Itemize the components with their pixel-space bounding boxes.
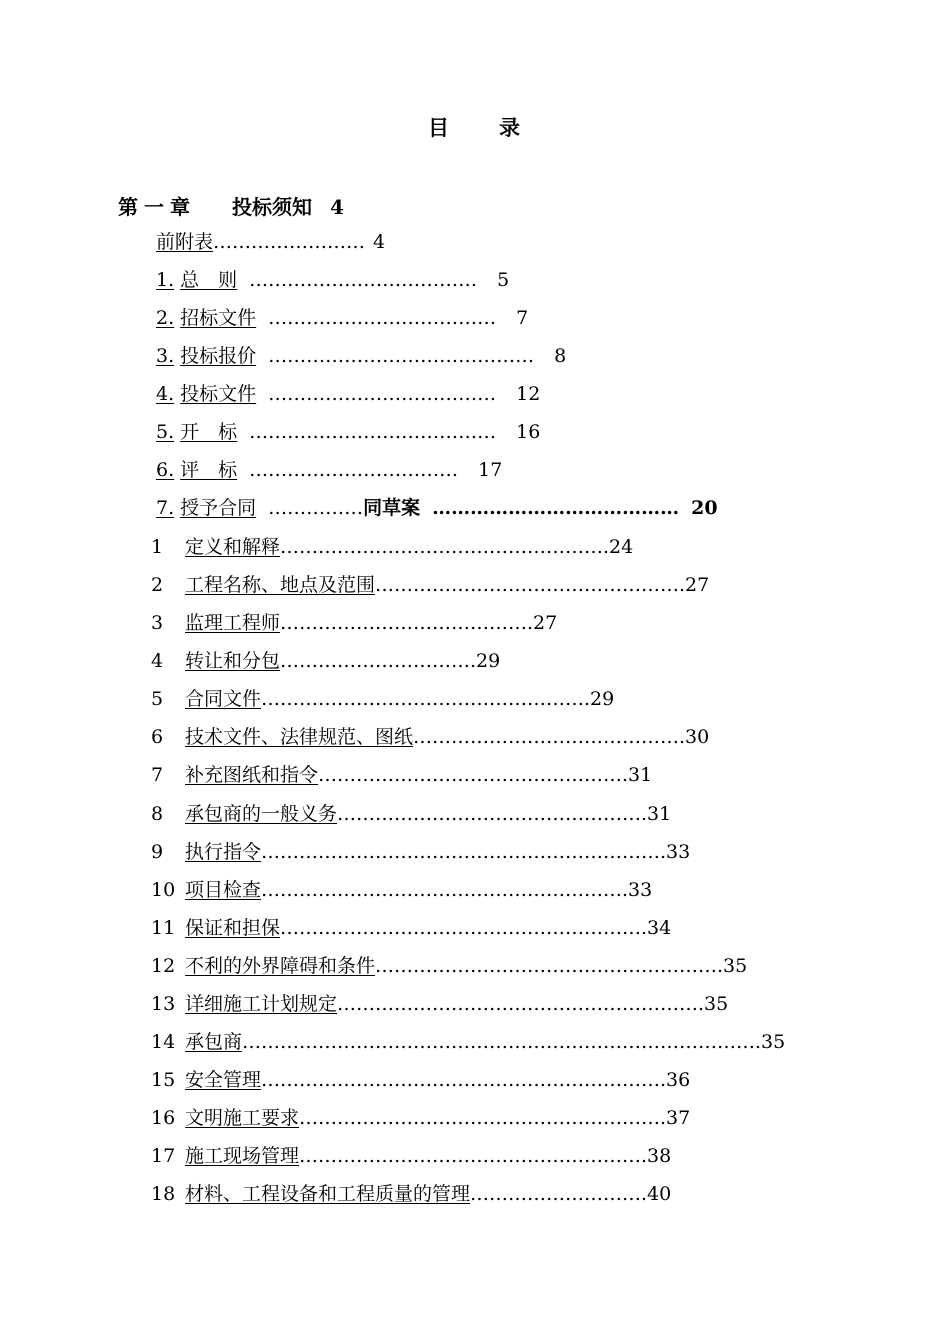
toc-entry-number: 10 (151, 879, 176, 901)
toc-leader-dots: ………………………………………………… (299, 1107, 661, 1129)
toc-leader-dots: ………………………………… (249, 421, 497, 443)
chapter-label: 第一章 (118, 195, 196, 219)
toc-entry-clause[interactable] (151, 877, 652, 903)
toc-entry-text: 承包商 (185, 1031, 243, 1053)
title-char-left: 目 (428, 115, 451, 140)
toc-entry-number: 16 (151, 1107, 176, 1129)
toc-entry-clause[interactable] (151, 1181, 671, 1207)
toc-page-number: 8 (554, 345, 567, 367)
toc-page-number: .27 (679, 574, 710, 596)
toc-leader-dots: ………………………………… (432, 497, 680, 519)
toc-entry-text: 承包商的一般义务 (185, 803, 338, 825)
toc-entry-text: 授予合同 (180, 497, 257, 519)
toc-entry-number: 17 (151, 1145, 176, 1167)
toc-page-number: .35 (717, 955, 748, 977)
toc-entry-clause[interactable] (151, 648, 500, 674)
toc-entry-clause[interactable] (151, 534, 633, 560)
toc-leader-dots: …………………………… (249, 459, 459, 481)
toc-entry-text: 项目检查 (185, 879, 262, 901)
toc-entry-section[interactable] (156, 457, 502, 483)
toc-page-number: 12 (516, 383, 541, 405)
toc-leader-dots: ………………………………… (280, 612, 528, 634)
toc-entry-text: 招标文件 (180, 307, 257, 329)
toc-page-number: .35 (755, 1031, 786, 1053)
toc-entry-text: 合同文件 (185, 688, 262, 710)
toc-entry-section[interactable] (156, 267, 509, 293)
toc-entry-clause[interactable] (151, 915, 671, 941)
toc-entry-text: 执行指令 (185, 841, 262, 863)
toc-entry-text: 材料、工程设备和工程质量的管理 (185, 1183, 471, 1205)
toc-entry-text: 不利的外界障碍和条件 (185, 955, 376, 977)
toc-entry-subtitle: 同草案 (363, 497, 421, 519)
toc-entry-text: 详细施工计划规定 (185, 993, 338, 1015)
toc-entry-text: 投标报价 (180, 345, 257, 367)
toc-entry-text: 补充图纸和指令 (185, 764, 319, 786)
toc-entry-number: 2. (156, 307, 175, 329)
toc-page-number: .34 (641, 917, 672, 939)
toc-entry-text: 投标文件 (180, 383, 257, 405)
toc-page-number: .30 (679, 726, 710, 748)
title-char-right: 录 (499, 115, 522, 140)
toc-entry-number: 4 (151, 650, 164, 672)
toc-entry-clause[interactable] (151, 686, 614, 712)
toc-entry-text: 评 标 (180, 459, 238, 481)
toc-entry-number: 14 (151, 1031, 176, 1053)
toc-entry-clause[interactable] (151, 1067, 690, 1093)
toc-entry-clause[interactable] (151, 762, 652, 788)
toc-leader-dots: ……………………………… (249, 269, 478, 291)
toc-entry-text: 监理工程师 (185, 612, 281, 634)
toc-entry-clause[interactable] (151, 1029, 785, 1055)
chapter-title: 投标须知 (232, 195, 312, 219)
toc-leader-dots: ………………………………………………… (261, 879, 623, 901)
toc-entry-text: 文明施工要求 (185, 1107, 300, 1129)
toc-entry-text: 开 标 (180, 421, 238, 443)
toc-entry-number: 9 (151, 841, 164, 863)
toc-page-number: 7 (516, 307, 529, 329)
toc-entry-number: 4. (156, 383, 175, 405)
toc-entry-clause[interactable] (151, 953, 747, 979)
toc-entry-clause[interactable] (151, 801, 671, 827)
toc-leader-dots: …………… (268, 497, 364, 519)
toc-entry-number: 1 (151, 536, 164, 558)
toc-leader-dots: ……………………………… (268, 307, 497, 329)
toc-page-number: .38 (641, 1145, 672, 1167)
toc-entry-text: 技术文件、法律规范、图纸 (185, 726, 414, 748)
toc-page-number: .24 (603, 536, 634, 558)
toc-page-number: .31 (641, 803, 672, 825)
toc-entry-number: 3 (151, 612, 164, 634)
toc-leader-dots: …………………… (213, 231, 366, 253)
toc-entry-number: 1. (156, 269, 175, 291)
toc-entry-clause[interactable] (151, 610, 557, 636)
toc-entry-clause[interactable] (151, 991, 728, 1017)
toc-entry-number: 7 (151, 764, 164, 786)
toc-leader-dots: ……………………………………………… (299, 1145, 642, 1167)
toc-entry-front-table[interactable] (156, 229, 385, 255)
toc-entry-number: 11 (151, 917, 176, 939)
toc-entry-number: 6. (156, 459, 175, 481)
toc-entry-clause[interactable] (151, 1105, 690, 1131)
toc-page-number: .35 (698, 993, 729, 1015)
toc-page-number: .37 (660, 1107, 691, 1129)
toc-entry-number: 15 (151, 1069, 176, 1091)
toc-leader-dots: ………………………………………… (337, 803, 642, 825)
toc-leader-dots: ………………………………………………… (337, 993, 699, 1015)
toc-page-number: 5 (497, 269, 510, 291)
toc-entry-number: 5. (156, 421, 175, 443)
toc-entry-text: 保证和担保 (185, 917, 281, 939)
toc-leader-dots: ………………………………………… (375, 574, 680, 596)
toc-entry-clause[interactable] (151, 724, 709, 750)
toc-entry-text: 总 则 (180, 269, 238, 291)
toc-page-number: 16 (516, 421, 541, 443)
toc-leader-dots: ………………………………………………… (280, 917, 642, 939)
toc-entry-section[interactable] (156, 305, 528, 331)
toc-leader-dots: …………………………………… (268, 345, 535, 367)
toc-entry-text: 定义和解释 (185, 536, 281, 558)
toc-page-number: .40 (641, 1183, 672, 1205)
toc-entry-section[interactable] (156, 419, 540, 445)
toc-entry-clause[interactable] (151, 839, 690, 865)
toc-entry-number: 12 (151, 955, 176, 977)
toc-entry-text: 施工现场管理 (185, 1145, 300, 1167)
toc-entry-number: 2 (151, 574, 164, 596)
toc-leader-dots: ……………………………………………………………………… (242, 1031, 756, 1053)
toc-entry-number: 8 (151, 803, 164, 825)
toc-entry-number: 6 (151, 726, 164, 748)
toc-entry-number: 5 (151, 688, 164, 710)
toc-page-number: .36 (660, 1069, 691, 1091)
toc-entry-text: 安全管理 (185, 1069, 262, 1091)
toc-page-number: 4 (373, 231, 386, 253)
toc-entry-text: 工程名称、地点及范围 (185, 574, 376, 596)
toc-leader-dots: ……………………………………………………… (261, 841, 661, 863)
toc-entry-number: 3. (156, 345, 175, 367)
toc-entry-clause[interactable] (151, 1143, 671, 1169)
toc-leader-dots: …………………………………………… (280, 536, 604, 558)
toc-entry-section[interactable] (156, 343, 566, 369)
toc-entry-section[interactable] (156, 381, 540, 407)
toc-leader-dots: ………………………………………… (318, 764, 623, 786)
toc-leader-dots: ……………………… (470, 1183, 642, 1205)
chapter-page: 4 (330, 195, 344, 219)
toc-page-number: .31 (622, 764, 653, 786)
toc-page-number: .33 (660, 841, 691, 863)
toc-leader-dots: …………………………………… (413, 726, 680, 748)
toc-entry-number: 18 (151, 1183, 176, 1205)
toc-entry-section[interactable] (156, 495, 718, 521)
toc-entry-number: 7. (156, 497, 175, 519)
toc-leader-dots: …………………………………………… (261, 688, 585, 710)
toc-entry-text: 前附表 (156, 231, 214, 253)
toc-page-number: .33 (622, 879, 653, 901)
toc-leader-dots: ……………………………… (268, 383, 497, 405)
toc-entry-text: 转让和分包 (185, 650, 281, 672)
toc-leader-dots: ……………………………………………………… (261, 1069, 661, 1091)
toc-page-number: .29 (470, 650, 501, 672)
toc-page-number: 20 (691, 497, 718, 519)
toc-entry-clause[interactable] (151, 572, 709, 598)
toc-entry-number: 13 (151, 993, 176, 1015)
toc-page-number: .29 (584, 688, 615, 710)
toc-page-number: 17 (478, 459, 503, 481)
toc-page-number: .27 (527, 612, 558, 634)
toc-leader-dots: ……………………………………………… (375, 955, 718, 977)
toc-leader-dots: ………………………… (280, 650, 471, 672)
